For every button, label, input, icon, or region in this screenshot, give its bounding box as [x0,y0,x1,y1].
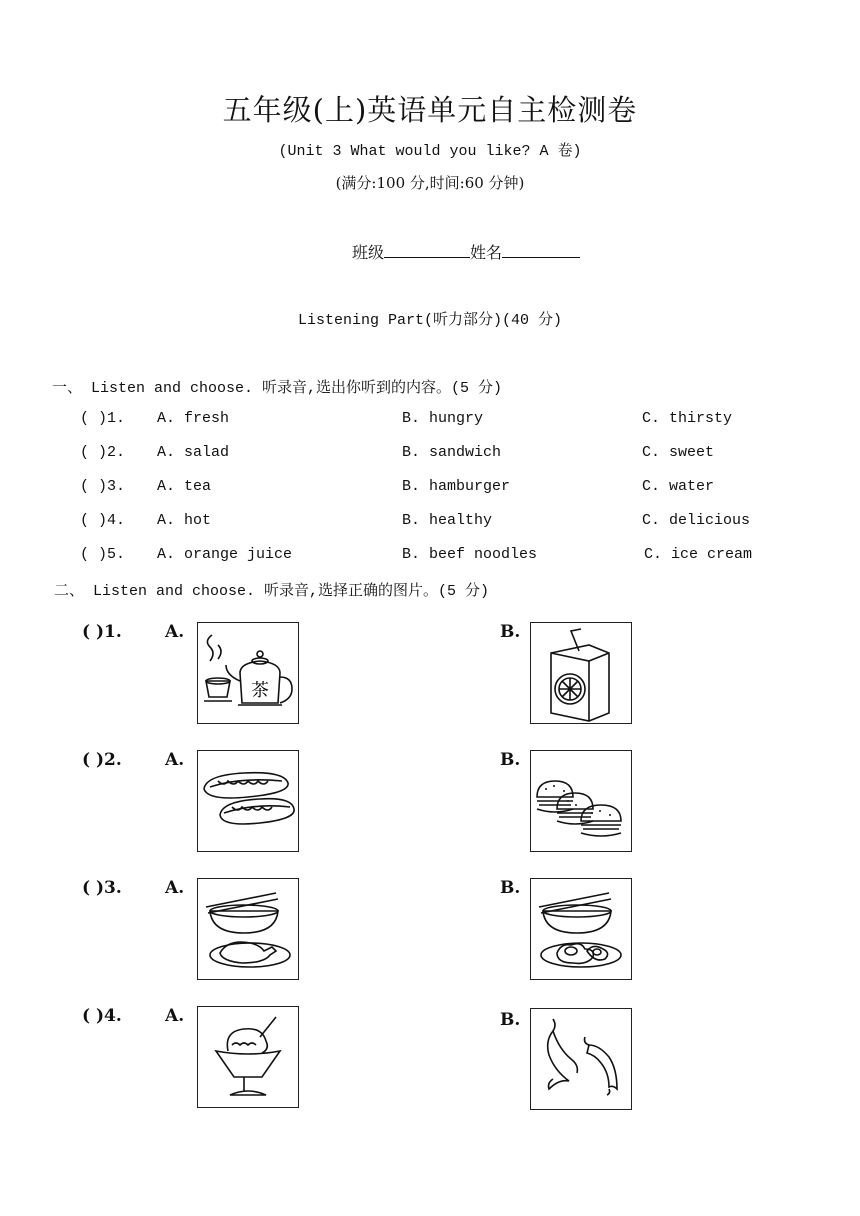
option-a: A. hot [157,512,212,529]
option-b-label: B. [500,1010,521,1030]
option-b-picture[interactable] [530,1008,632,1110]
option-b-picture[interactable] [530,622,632,724]
question-number[interactable]: ( )4. [82,1006,122,1026]
question-number[interactable]: ( )5. [80,546,126,563]
option-a-picture[interactable] [197,1006,299,1108]
class-blank[interactable] [384,242,470,258]
option-c: C. delicious [642,512,751,529]
noodles-egg-icon [531,879,631,979]
hamburgers-icon [531,751,631,851]
option-b: B. beef noodles [402,546,538,563]
option-c: C. thirsty [642,410,733,427]
section1-title: 一、 Listen and choose. 听录音,选出你听到的内容。(5 分) [52,380,503,397]
option-a-picture[interactable] [197,750,299,852]
listening-heading: Listening Part(听力部分)(40 分) [297,312,563,329]
option-a-picture[interactable] [197,878,299,980]
option-c: C. sweet [642,444,715,461]
name-label: 姓名 [470,243,503,262]
tea-pot-icon [198,623,298,723]
question-number[interactable]: ( )4. [80,512,126,529]
option-b-picture[interactable] [530,750,632,852]
option-b-label: B. [500,878,521,898]
juice-box-icon [531,623,631,723]
option-a-label: A. [165,1006,185,1026]
exam-meta: (满分:100 分,时间:60 分钟) [335,174,525,192]
ice-cream-icon [198,1007,298,1107]
option-a: A. orange juice [157,546,293,563]
chili-peppers-icon [531,1009,631,1109]
option-c: C. ice cream [644,546,753,563]
option-a: A. tea [157,478,212,495]
section2-title: 二、 Listen and choose. 听录音,选择正确的图片。(5 分) [54,583,490,600]
option-b-label: B. [500,750,521,770]
option-b: B. hungry [402,410,484,427]
option-b: B. hamburger [402,478,511,495]
page-title: 五年级(上)英语单元自主检测卷 [222,93,638,127]
option-a-label: A. [165,878,185,898]
option-c: C. water [642,478,715,495]
question-number[interactable]: ( )1. [82,622,122,642]
question-number[interactable]: ( )2. [80,444,126,461]
option-b: B. healthy [402,512,493,529]
option-a: A. fresh [157,410,230,427]
option-a-picture[interactable] [197,622,299,724]
option-a-label: A. [165,622,185,642]
student-info [352,240,580,263]
option-b-picture[interactable] [530,878,632,980]
hot-dogs-icon [198,751,298,851]
option-b: B. sandwich [402,444,502,461]
svg-text:茶: 茶 [251,680,269,701]
question-number[interactable]: ( )3. [82,878,122,898]
option-b-label: B. [500,622,521,642]
class-label: 班级 [352,243,385,262]
question-number[interactable]: ( )2. [82,750,122,770]
option-a-label: A. [165,750,185,770]
option-a: A. salad [157,444,230,461]
question-number[interactable]: ( )3. [80,478,126,495]
name-blank[interactable] [502,242,580,258]
page-subtitle: (Unit 3 What would you like? A 卷) [278,143,582,160]
question-number[interactable]: ( )1. [80,410,126,427]
noodles-chicken-icon [198,879,298,979]
